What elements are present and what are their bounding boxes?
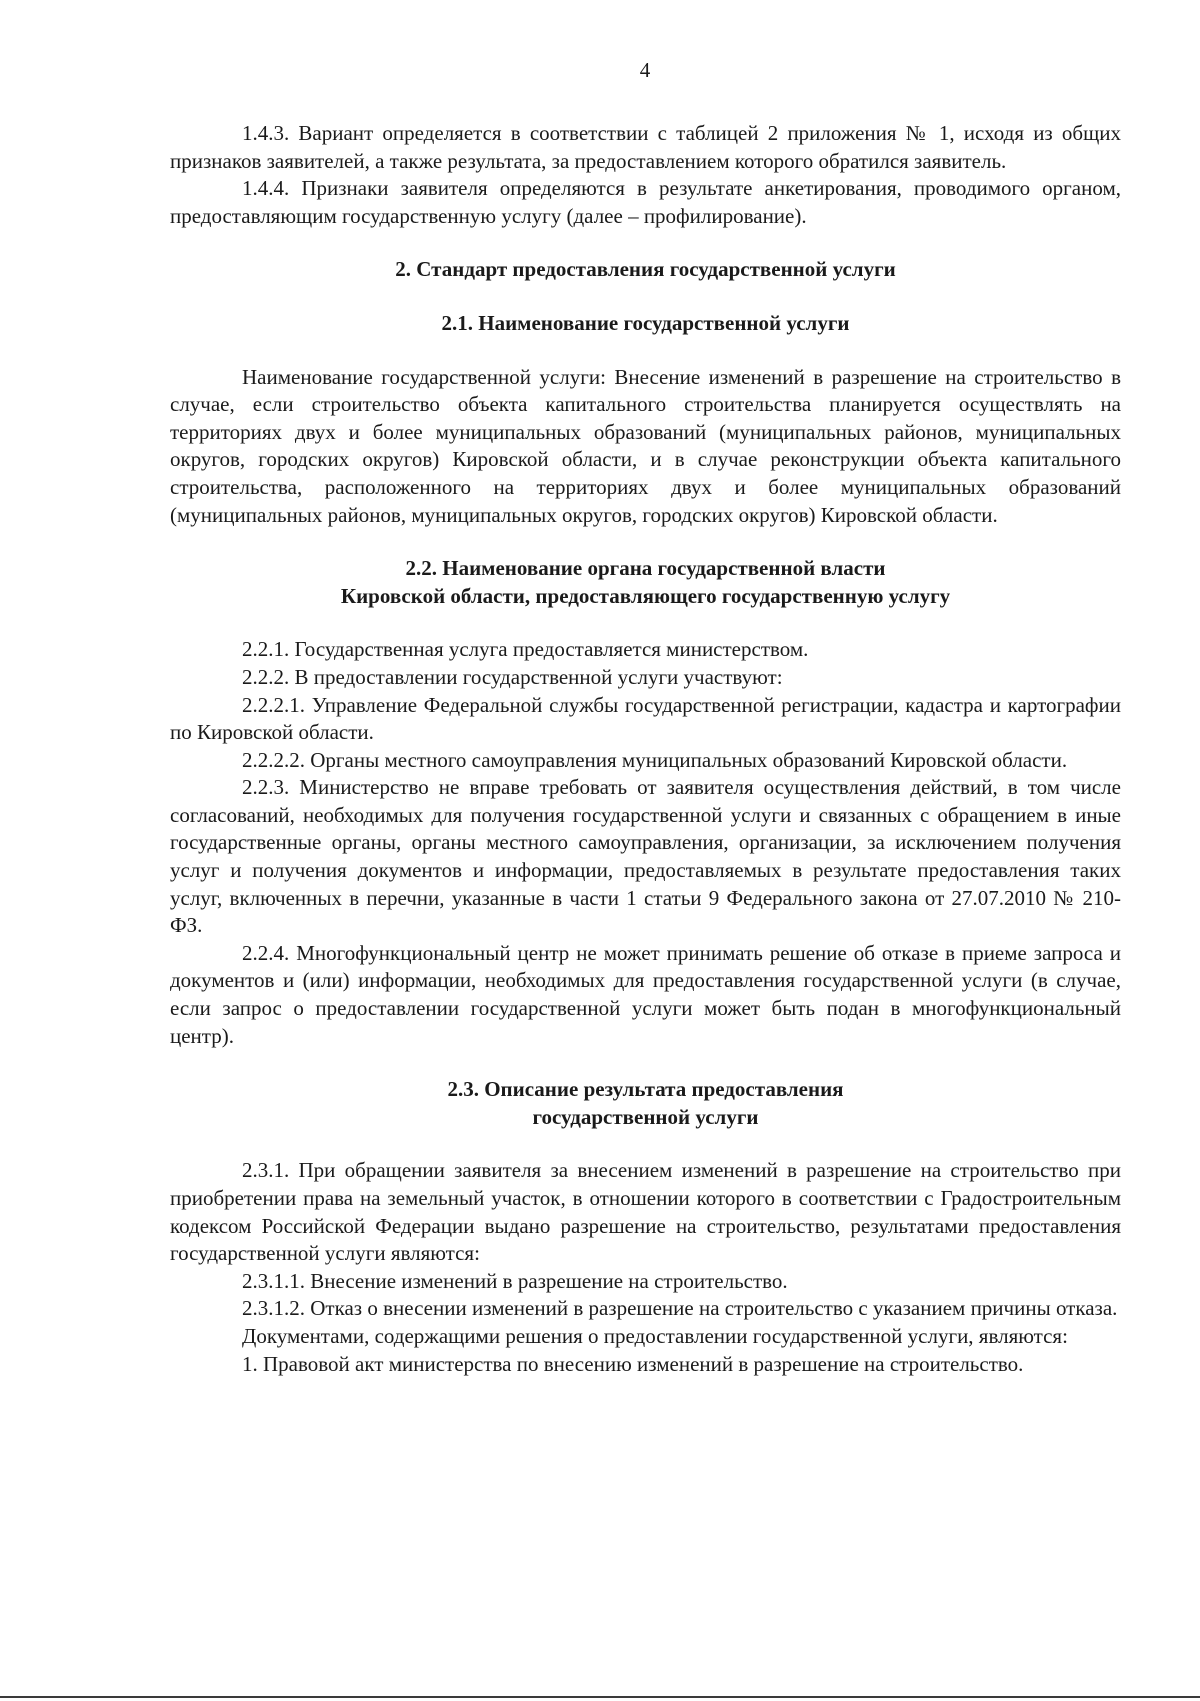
- section-heading-2: 2. Стандарт предоставления государственной услуги: [395, 257, 896, 282]
- page-number: 4: [639, 58, 651, 82]
- paragraph-2-3-1-2: 2.3.1.2. Отказ о внесении изменений в разрешение на строительство с указанием причины отказа.: [242, 1296, 1118, 1321]
- document-body: [170, 120, 1121, 1378]
- heading-line: 2.3. Описание результата предоставления: [447, 1077, 844, 1102]
- scan-edge-line: [0, 1696, 1200, 1698]
- paragraph-2-3-1-1: 2.3.1.1. Внесение изменений в разрешение на строительство.: [242, 1268, 788, 1293]
- paragraph-2-2-2: 2.2.2. В предоставлении государственной услуги участвуют:: [242, 664, 783, 689]
- paragraph-1-4-3: 1.4.3. Вариант определяется в соответствии с таблицей 2 приложения № 1, исходя из общих признаков заявителей, а также результата, за предоставлением которого обратился заявитель.: [170, 121, 1121, 173]
- paragraph-1-4-4: 1.4.4. Признаки заявителя определяются в результате анкетирования, проводимого органом, предоставляющим государственную услугу (далее – профилирование).: [170, 176, 1121, 228]
- subsection-heading-2-3: [170, 1076, 1121, 1131]
- heading-line: государственной услуги: [532, 1104, 759, 1129]
- paragraph-2-2-2-1: 2.2.2.1. Управление Федеральной службы государственной регистрации, кадастра и картографии по Кировской области.: [170, 692, 1121, 745]
- paragraph-item-1: 1. Правовой акт министерства по внесению изменений в разрешение на строительство.: [242, 1351, 1024, 1376]
- paragraph-2-2-2-2: 2.2.2.2. Органы местного самоуправления муниципальных образований Кировской области.: [242, 747, 1068, 772]
- heading-line: Кировской области, предоставляющего государственную услугу: [340, 583, 951, 608]
- paragraph-service-name: Наименование государственной услуги: Внесение изменений в разрешение на строительство в случае, если строительство объекта капитального строительства планируется осуществлять на территориях двух и более муниципальных образований (муниципальных районов, муниципальных округов, городских округов) Кировской области, и в случае реконструкции объекта капитального строительства, расположенного на территориях двух и более муниципальных образований (муниципальных районов, муниципальных округов, городских округов) Кировской области.: [170, 364, 1121, 527]
- subsection-heading-2-2: [170, 555, 1121, 610]
- paragraph-2-3-1: 2.3.1. При обращении заявителя за внесением изменений в разрешение на строительство при приобретении права на земельный участок, в отношении которого в соответствии с Градостроительным кодексом Российской Федерации выдано разрешение на строительство, результатами предоставления государственной услуги являются:: [170, 1158, 1121, 1266]
- heading-line: 2.2. Наименование органа государственной власти: [405, 556, 886, 581]
- paragraph-2-2-4: 2.2.4. Многофункциональный центр не может принимать решение об отказе в приеме запроса и документов и (или) информации, необходимых для предоставления государственной услуги (в случае, если запрос о предоставлении государственной услуги может быть подан в многофункциональный центр).: [170, 940, 1121, 1048]
- paragraph-2-2-3: 2.2.3. Министерство не вправе требовать от заявителя осуществления действий, в том числе согласований, необходимых для получения государственной услуги и связанных с обращением в иные государственные органы, органы местного самоуправления, организации, за исключением получения услуг и получения документов и информации, предоставляемых в результате предоставления таких услуг, включенных в перечни, указанные в части 1 статьи 9 Федерального закона от 27.07.2010 № 210-ФЗ.: [170, 775, 1121, 938]
- paragraph-2-2-1: 2.2.1. Государственная услуга предоставляется министерством.: [242, 637, 809, 662]
- paragraph-documents: Документами, содержащими решения о предоставлении государственной услуги, являются:: [242, 1323, 1068, 1348]
- subsection-heading-2-1: 2.1. Наименование государственной услуги: [441, 310, 850, 335]
